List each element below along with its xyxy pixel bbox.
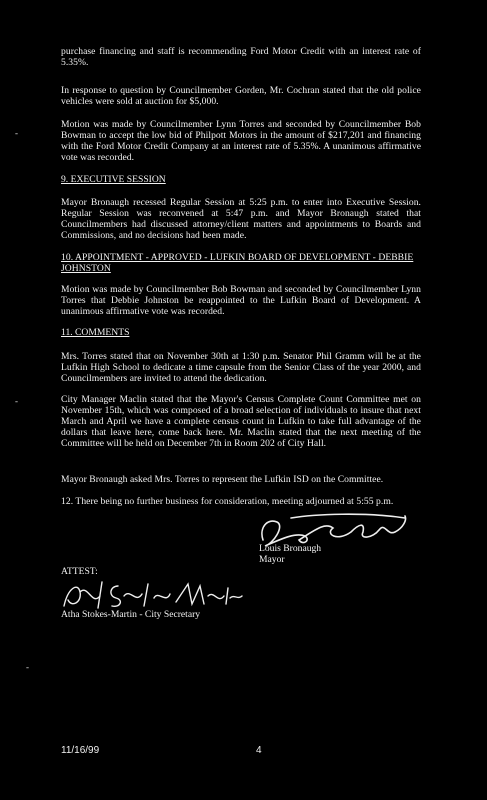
paragraph-isd: Mayor Bronaugh asked Mrs. Torres to represent the Lufkin ISD on the Committee.	[61, 474, 384, 485]
heading-comments: 11. COMMENTS	[61, 327, 130, 338]
mayor-title: Mayor	[259, 554, 285, 565]
heading-appointment: 10. APPOINTMENT - APPROVED - LUFKIN BOARD OF DEVELOPMENT - DEBBIE JOHNSTON	[61, 252, 414, 274]
attest-label: ATTEST:	[61, 566, 98, 577]
margin-mark: -	[26, 662, 29, 672]
margin-mark: -	[15, 396, 18, 406]
heading-executive-session: 9. EXECUTIVE SESSION	[61, 174, 166, 185]
paragraph-census: City Manager Maclin stated that the Mayor's Census Complete Count Committee met on November 15th, which was composed of a broad selection of individuals to insure that next March and April we have a complete census count in Lufkin to take full advantage of the dollars that leave here, come back here. Mr. Maclin stated that the next meeting of the Committee will be held on December 7th in Room 202 of City Hall.	[61, 394, 421, 449]
secretary-signature	[58, 578, 248, 612]
paragraph-auction: In response to question by Councilmember Gorden, Mr. Cochran stated that the old police vehicles were sold at auction for $5,000.	[61, 85, 421, 107]
paragraph-time-capsule: Mrs. Torres stated that on November 30th at 1:30 p.m. Senator Phil Gramm will be at the Lufkin High School to dedicate a time capsule from the Senior Class of the year 2000, and Councilmembers are invited to attend the dedication.	[61, 351, 421, 384]
page-number: 4	[256, 745, 262, 756]
paragraph-adjourn: 12. There being no further business for consideration, meeting adjourned at 5:55 p.m.	[61, 496, 394, 507]
paragraph-motion-bid: Motion was made by Councilmember Lynn Torres and seconded by Councilmember Bob Bowman to accept the low bid of Philpott Motors in the amount of $217,201 and financing with the Ford Motor Credit Company at an interest rate of 5.35%. A unanimous affirmative vote was recorded.	[61, 119, 421, 163]
secretary-name: Atha Stokes-Martin - City Secretary	[61, 609, 201, 620]
paragraph-appointment: Motion was made by Councilmember Bob Bowman and seconded by Councilmember Lynn Torres that Debbie Johnston be reappointed to the Lufkin Board of Development. A unanimous affirmative vote was recorded.	[61, 284, 421, 317]
footer-date: 11/16/99	[61, 745, 100, 756]
mayor-name: Louis Bronaugh	[259, 543, 322, 554]
margin-mark: -	[15, 128, 18, 138]
paragraph-executive-session: Mayor Bronaugh recessed Regular Session at 5:25 p.m. to enter into Executive Session. Regular Session was reconvened at 5:47 p.m. and Mayor Bronaugh stated that Councilmembers had discussed attorney/client matters and appointments to Boards and Commissions, and no decisions had been made.	[61, 197, 421, 241]
paragraph-financing: purchase financing and staff is recommending Ford Motor Credit with an interest rate of 5.35%.	[61, 46, 421, 68]
